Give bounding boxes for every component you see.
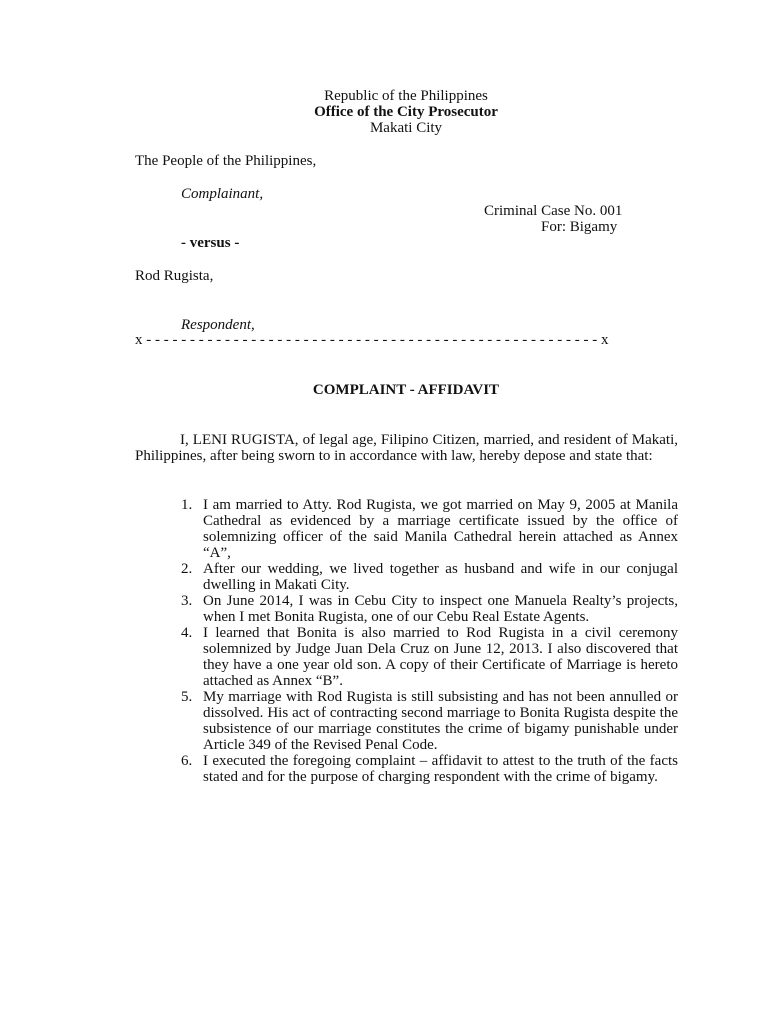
list-item [181, 753, 678, 785]
list-item-text: My marriage with Rod Rugista is still subsisting and has not been annulled or dissolved. His act of contracting second marriage to Bonita Rugista despite the subsistence of our marriage constitutes the crime of bigamy punishable under Article 349 of the Revised Penal Code. [203, 689, 678, 753]
list-item-text: I am married to Atty. Rod Rugista, we got married on May 9, 2005 at Manila Cathedral as evidenced by a marriage certificate issued by the office of solemnizing officer of the said Manila Cathedral herein attached as Annex “A”, [203, 497, 678, 561]
list-item-text: After our wedding, we lived together as husband and wife in our conjugal dwelling in Makati City. [203, 561, 678, 593]
versus-label: - versus - [181, 235, 240, 251]
allegations-list [181, 497, 678, 785]
list-item-number: 4. [181, 625, 193, 641]
case-number: Criminal Case No. 001 [484, 203, 623, 219]
header-office: Office of the City Prosecutor [314, 104, 498, 120]
case-offense: For: Bigamy [541, 219, 618, 235]
list-item [181, 561, 678, 593]
list-item-number: 2. [181, 561, 193, 577]
caption-separator: x - - - - - - - - - - - - - - - - - - - - - - - - - - - - - - - - - - - - - - - - - - - - - - - - - - - - x [135, 332, 609, 348]
header-city: Makati City [369, 120, 443, 136]
list-item-number: 3. [181, 593, 193, 609]
list-item-text: On June 2014, I was in Cebu City to inspect one Manuela Realty’s projects, when I met Bonita Rugista, one of our Cebu Real Estate Agents. [203, 593, 678, 625]
respondent-role: Respondent, [181, 317, 255, 333]
list-item-number: 6. [181, 753, 193, 769]
list-item-number: 1. [181, 497, 193, 513]
document-title: COMPLAINT - AFFIDAVIT [312, 382, 500, 398]
list-item [181, 593, 678, 625]
header-republic: Republic of the Philippines [324, 88, 488, 104]
complainant-name: The People of the Philippines, [135, 153, 317, 169]
complainant-role: Complainant, [181, 186, 264, 202]
list-item [181, 497, 678, 561]
list-item-number: 5. [181, 689, 193, 705]
list-item-text: I executed the foregoing complaint – affidavit to attest to the truth of the facts stated and for the purpose of charging respondent with the crime of bigamy. [203, 753, 678, 785]
respondent-name: Rod Rugista, [135, 268, 214, 284]
list-item [181, 625, 678, 689]
list-item-text: I learned that Bonita is also married to Rod Rugista in a civil ceremony solemnized by Judge Juan Dela Cruz on June 12, 2013. I also discovered that they have a one year old son. A copy of their Certificate of Marriage is hereto attached as Annex “B”. [203, 625, 678, 689]
list-item [181, 689, 678, 753]
intro-paragraph: I, LENI RUGISTA, of legal age, Filipino Citizen, married, and resident of Makati, Philippines, after being sworn to in accordance with law, hereby depose and state that: [135, 432, 678, 464]
